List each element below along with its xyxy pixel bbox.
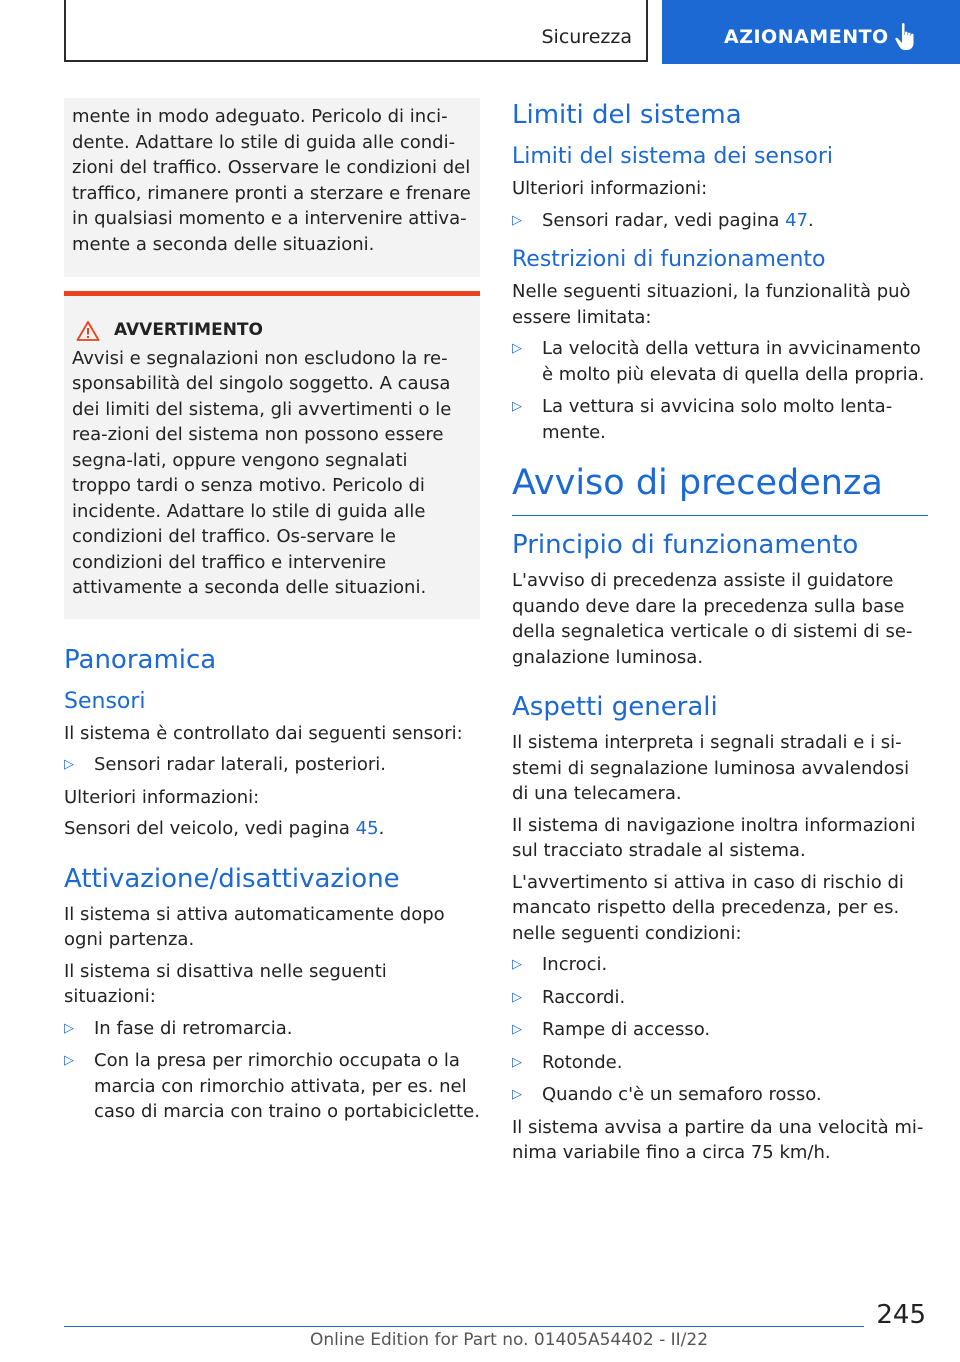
sensori-list [64, 752, 480, 778]
list-item: ▷ Rotonde. [512, 1050, 928, 1076]
list-item: ▷ Rampe di accesso. [512, 1017, 928, 1043]
disattiva-list [64, 1016, 480, 1125]
ulteriori-informazioni: Ulteriori informazioni: [64, 786, 260, 808]
bullet-icon: ▷ [512, 989, 522, 1005]
bullet-icon: ▷ [512, 1087, 522, 1102]
header-section-box [64, 0, 648, 62]
disattiva-text: Il sistema si disattiva nelle seguenti situazioni: [64, 960, 387, 1007]
header-chapter-tab[interactable] [662, 0, 960, 64]
heading-avviso-precedenza: Avviso di precedenza [512, 463, 928, 516]
list-item: ▷ La vettura si avvicina solo molto lenta-mente. [512, 396, 893, 443]
restrizioni-intro: Nelle seguenti situazioni, la funzionalità può essere limitata: [512, 281, 911, 328]
page-link-45[interactable]: 45 [355, 818, 379, 839]
bullet-icon: ▷ [64, 757, 74, 772]
heading-restrizioni: Restrizioni di funzionamento [512, 247, 826, 272]
bullet-icon: ▷ [512, 1054, 522, 1070]
warning-text: Avvisi e segnalazioni non escludono la re-sponsabilità del singolo soggetto. A causa dei limiti del sistema, gli avvertimenti o le rea-zioni del sistema non possono essere segna-lati, oppure vengono segnalati troppo tardi o senza motivo. Pericolo di incidente. Adattare lo stile di guida alle condizioni del traffico. Os-servare le condizioni del traffico e intervenire attivamente a seconda delle situazioni. [72, 347, 452, 598]
condizioni-list [512, 952, 928, 1108]
bullet-icon: ▷ [512, 399, 522, 414]
heading-aspetti: Aspetti generali [512, 692, 718, 722]
footer-divider [64, 1326, 864, 1327]
right-column [512, 98, 928, 1172]
bullet-icon: ▷ [64, 1053, 74, 1068]
aspetti-text-3: L'avvertimento si attiva in caso di rischio di mancato rispetto della precedenza, per es. nelle seguenti condizioni: [512, 871, 904, 944]
warning-box [64, 291, 480, 619]
heading-sensori: Sensori [64, 688, 146, 714]
list-item: ▷ Sensori radar, vedi pagina 47. [512, 208, 928, 234]
page-number: 245 [876, 1300, 926, 1330]
warning-title: AVVERTIMENTO [114, 320, 263, 340]
hand-pointer-icon [894, 22, 918, 52]
aspetti-text-1: Il sistema interpreta i segnali stradali e i si-stemi di segnalazione luminosa avvalendosi di una telecamera. [512, 732, 910, 804]
bullet-icon: ▷ [512, 957, 522, 972]
heading-attivazione: Attivazione/disattivazione [64, 863, 400, 894]
list-item: ▷ Con la presa per rimorchio occupata o la marcia con rimorchio attivata, per es. nel caso di marcia con traino o portabiciclette. [64, 1050, 480, 1122]
list-item: ▷ In fase di retromarcia. [64, 1016, 480, 1042]
heading-limiti: Limiti del sistema [512, 100, 742, 130]
warning-header [72, 318, 472, 344]
bullet-icon: ▷ [512, 212, 522, 228]
list-item: ▷ Sensori radar laterali, posteriori. [64, 752, 480, 778]
note-text: mente in modo adeguato. Pericolo di inci-dente. Adattare lo stile di guida alle condi-zioni del traffico. Osservare le condizioni del traffico, rimanere pronti a sterzare e frenare in qualsiasi momento e a intervenire attiva-mente a seconda delle situazioni. [72, 106, 471, 255]
bullet-icon: ▷ [512, 341, 522, 356]
ulteriori-informazioni: Ulteriori informazioni: [512, 178, 708, 199]
bullet-icon: ▷ [64, 1020, 74, 1036]
footer-edition: Online Edition for Part no. 01405A54402 - II/22 [310, 1330, 709, 1350]
list-item: ▷ Raccordi. [512, 985, 928, 1011]
sensori-reference: Sensori del veicolo, vedi pagina 45. [64, 818, 385, 839]
list-item: ▷ Quando c'è un semaforo rosso. [512, 1082, 928, 1108]
list-item: ▷ Incroci. [512, 952, 928, 978]
warning-triangle-icon [76, 320, 100, 342]
radar-list [512, 208, 928, 234]
note-box [64, 98, 480, 277]
heading-panoramica: Panoramica [64, 644, 217, 675]
bullet-icon: ▷ [512, 1022, 522, 1037]
page-link-47[interactable]: 47 [785, 209, 808, 231]
principio-text: L'avviso di precedenza assiste il guidatore quando deve dare la precedenza sulla base della segnaletica verticale o di sistemi di se-gnalazione luminosa. [512, 570, 913, 668]
left-column [64, 98, 480, 1132]
list-item: ▷ La velocità della vettura in avvicinamento è molto più elevata di quella della propria. [512, 338, 925, 385]
header-section-title: Sicurezza [541, 26, 632, 48]
attiva-text: Il sistema si attiva automaticamente dopo ogni partenza. [64, 903, 445, 950]
heading-principio: Principio di funzionamento [512, 530, 859, 560]
header-chapter-title: AZIONAMENTO [724, 26, 889, 48]
aspetti-text-2: Il sistema di navigazione inoltra informazioni sul tracciato stradale al sistema. [512, 814, 916, 861]
sensori-intro: Il sistema è controllato dai seguenti sensori: [64, 722, 463, 744]
velocita-text: Il sistema avvisa a partire da una velocità mi-nima variabile fino a circa 75 km/h. [512, 1116, 924, 1163]
heading-limiti-sensori: Limiti del sistema dei sensori [512, 144, 833, 169]
restrizioni-list [512, 336, 928, 445]
